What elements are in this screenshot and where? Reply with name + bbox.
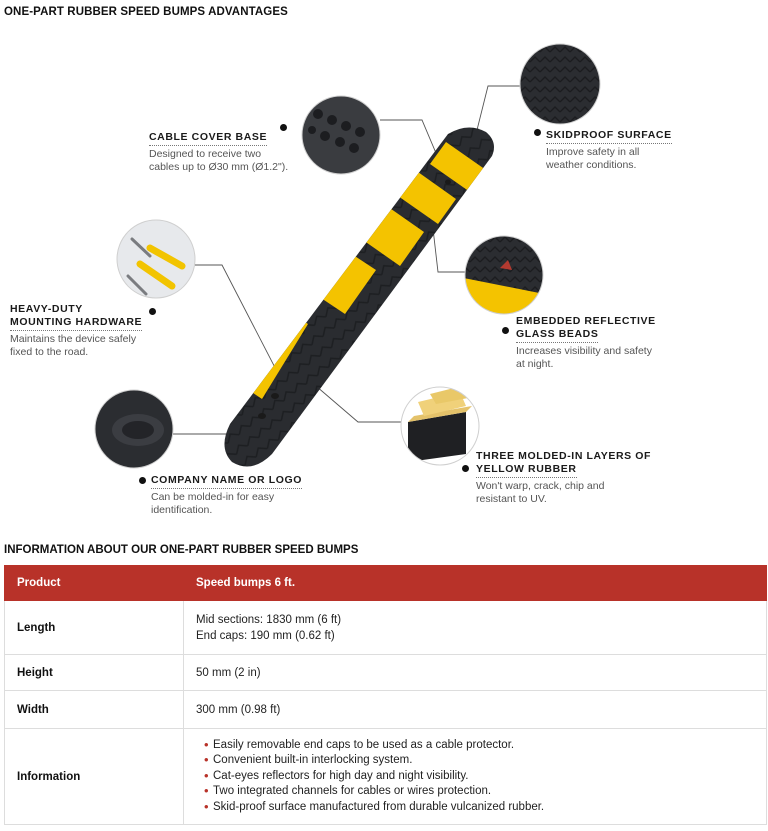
callout-hardware bbox=[10, 303, 142, 359]
cable-cover-dot bbox=[280, 124, 287, 131]
skidproof-dot bbox=[534, 129, 541, 136]
list-item: • Two integrated channels for cables or wires protection. bbox=[206, 784, 754, 800]
speed-bump-illustration bbox=[0, 24, 768, 534]
table-row bbox=[5, 691, 767, 729]
list-item: • Convenient built-in interlocking system. bbox=[206, 753, 754, 769]
callout-title: CABLE COVER BASE bbox=[149, 131, 267, 146]
row-value bbox=[184, 729, 767, 825]
value-line: End caps: 190 mm (0.62 ft) bbox=[196, 629, 335, 642]
row-label: Information bbox=[5, 729, 184, 825]
information-list bbox=[206, 738, 754, 816]
callout-desc-line: Can be molded-in for easy bbox=[151, 491, 275, 503]
table-row bbox=[5, 729, 767, 825]
table-header-cell: Speed bumps 6 ft. bbox=[184, 566, 767, 601]
callout-desc-line: resistant to UV. bbox=[476, 493, 547, 505]
callout-desc-line: Won't warp, crack, chip and bbox=[476, 480, 605, 492]
callout-desc-line: cables up to Ø30 mm (Ø1.2"). bbox=[149, 161, 289, 173]
callout-desc-line: fixed to the road. bbox=[10, 346, 89, 358]
yellow-layers-photo bbox=[400, 386, 480, 466]
callout-title-line: GLASS BEADS bbox=[516, 328, 598, 343]
row-value: 300 mm (0.98 ft) bbox=[184, 691, 767, 729]
mounting-hardware-photo bbox=[116, 219, 196, 299]
layers-dot bbox=[462, 465, 469, 472]
callout-reflective bbox=[516, 315, 656, 371]
list-item: • Cat-eyes reflectors for high day and night visibility. bbox=[206, 769, 754, 785]
hardware-dot bbox=[149, 308, 156, 315]
callout-layers bbox=[476, 450, 651, 506]
callout-skidproof bbox=[546, 129, 672, 172]
information-heading: INFORMATION ABOUT OUR ONE-PART RUBBER SPEED BUMPS bbox=[4, 544, 359, 556]
reflective-dot bbox=[502, 327, 509, 334]
advantages-heading: ONE-PART RUBBER SPEED BUMPS ADVANTAGES bbox=[4, 6, 288, 18]
row-label: Length bbox=[5, 601, 184, 655]
callout-desc-line: Improve safety in all bbox=[546, 146, 640, 158]
specs-table bbox=[4, 565, 767, 825]
row-value: 50 mm (2 in) bbox=[184, 655, 767, 691]
list-item: • Easily removable end caps to be used as a cable protector. bbox=[206, 738, 754, 754]
table-header-row bbox=[5, 566, 767, 601]
callout-desc-line: weather conditions. bbox=[546, 159, 637, 171]
row-label: Height bbox=[5, 655, 184, 691]
logo-dot bbox=[139, 477, 146, 484]
callout-desc-line: Maintains the device safely bbox=[10, 333, 137, 345]
list-item: • Skid-proof surface manufactured from durable vulcanized rubber. bbox=[206, 800, 754, 816]
table-row bbox=[5, 655, 767, 691]
value-line: Mid sections: 1830 mm (6 ft) bbox=[196, 613, 342, 626]
callout-title-line: HEAVY-DUTY bbox=[10, 303, 83, 315]
callout-desc-line: Increases visibility and safety bbox=[516, 345, 652, 357]
callout-cable-cover bbox=[149, 131, 288, 174]
row-label: Width bbox=[5, 691, 184, 729]
callout-title-line: EMBEDDED REFLECTIVE bbox=[516, 315, 656, 327]
skidproof-photo bbox=[518, 42, 602, 126]
callout-title-line: THREE MOLDED-IN LAYERS OF bbox=[476, 450, 652, 462]
callout-logo bbox=[151, 474, 302, 517]
table-header-cell: Product bbox=[5, 566, 184, 601]
callout-title: SKIDPROOF SURFACE bbox=[546, 129, 672, 144]
callout-desc-line: Designed to receive two bbox=[149, 148, 262, 160]
callout-desc-line: identification. bbox=[151, 504, 213, 516]
table-row bbox=[5, 601, 767, 655]
callout-title-line: MOUNTING HARDWARE bbox=[10, 316, 142, 331]
callout-title-line: YELLOW RUBBER bbox=[476, 463, 577, 478]
row-value bbox=[184, 601, 767, 655]
cable-cover-photo bbox=[300, 94, 382, 176]
callout-title: COMPANY NAME OR LOGO bbox=[151, 474, 302, 489]
callout-desc-line: at night. bbox=[516, 358, 554, 370]
